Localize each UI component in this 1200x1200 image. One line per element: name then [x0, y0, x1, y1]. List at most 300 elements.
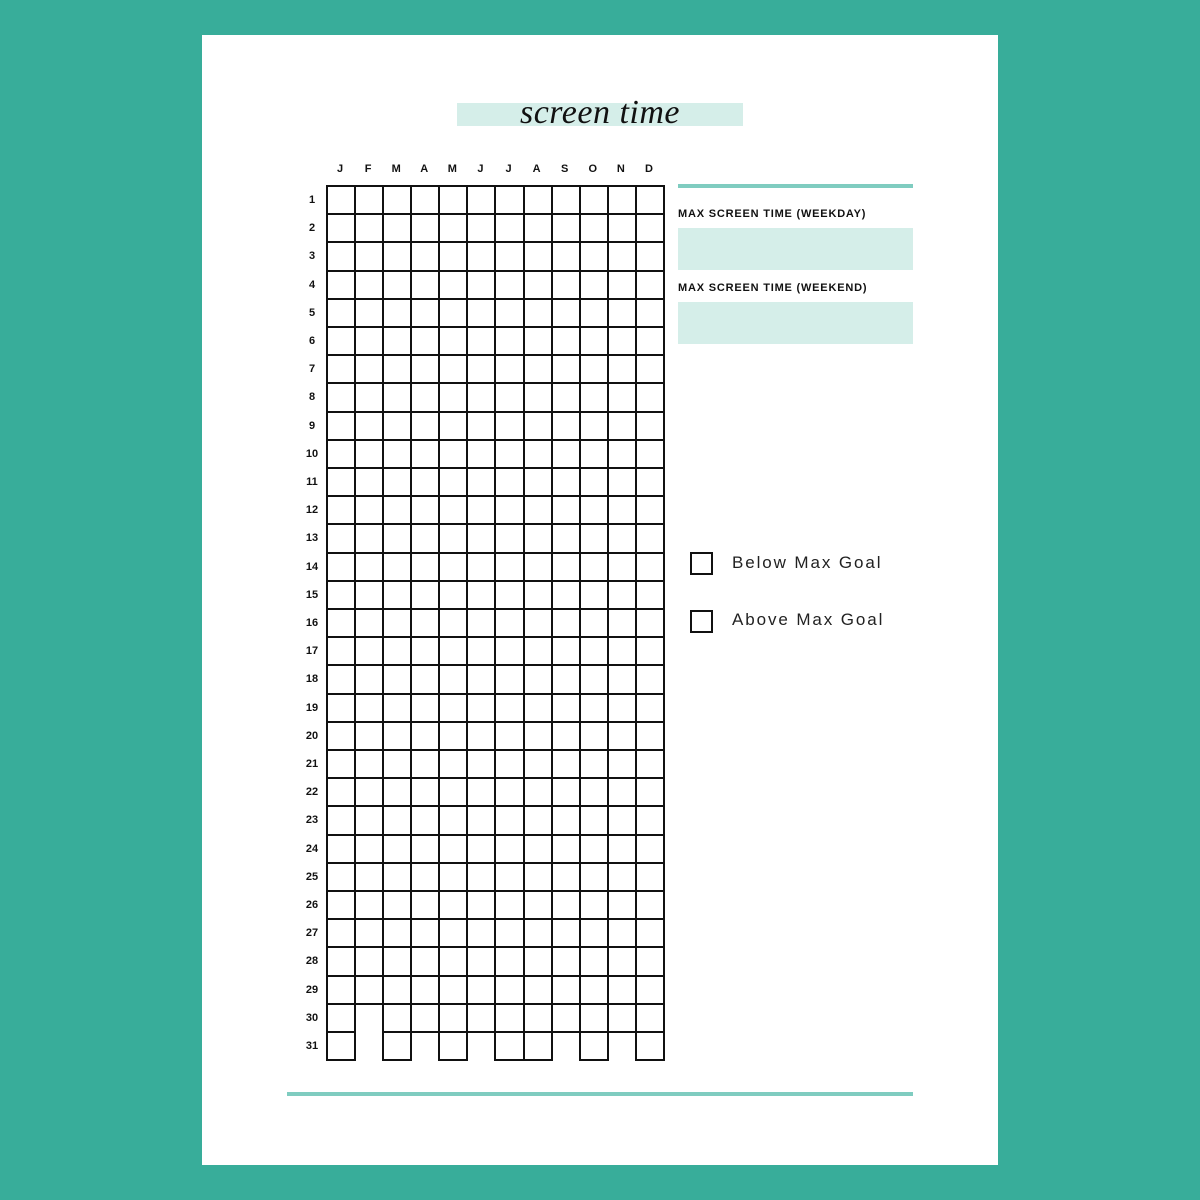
tracker-cell[interactable]: [382, 721, 412, 751]
tracker-cell[interactable]: [326, 975, 356, 1005]
tracker-cell[interactable]: [607, 946, 637, 976]
tracker-cell[interactable]: [607, 467, 637, 497]
tracker-cell[interactable]: [635, 552, 665, 582]
tracker-cell[interactable]: [382, 439, 412, 469]
tracker-cell[interactable]: [523, 975, 553, 1005]
tracker-cell[interactable]: [494, 975, 524, 1005]
tracker-cell[interactable]: [551, 580, 581, 610]
tracker-cell[interactable]: [466, 918, 496, 948]
tracker-cell[interactable]: [326, 749, 356, 779]
tracker-cell[interactable]: [438, 946, 468, 976]
tracker-cell[interactable]: [523, 834, 553, 864]
tracker-cell[interactable]: [607, 749, 637, 779]
tracker-cell[interactable]: [438, 975, 468, 1005]
tracker-cell[interactable]: [551, 467, 581, 497]
tracker-cell[interactable]: [523, 608, 553, 638]
tracker-cell[interactable]: [579, 354, 609, 384]
tracker-cell[interactable]: [410, 664, 440, 694]
tracker-cell[interactable]: [410, 495, 440, 525]
tracker-cell[interactable]: [410, 749, 440, 779]
tracker-cell[interactable]: [523, 693, 553, 723]
tracker-cell[interactable]: [354, 918, 384, 948]
tracker-cell[interactable]: [551, 862, 581, 892]
tracker-cell[interactable]: [438, 721, 468, 751]
tracker-cell[interactable]: [354, 326, 384, 356]
tracker-cell[interactable]: [607, 439, 637, 469]
tracker-cell[interactable]: [354, 664, 384, 694]
tracker-cell[interactable]: [466, 213, 496, 243]
tracker-cell[interactable]: [326, 439, 356, 469]
tracker-cell[interactable]: [410, 270, 440, 300]
tracker-cell[interactable]: [466, 467, 496, 497]
tracker-cell[interactable]: [494, 834, 524, 864]
tracker-cell[interactable]: [382, 495, 412, 525]
tracker-cell[interactable]: [382, 890, 412, 920]
tracker-cell[interactable]: [438, 805, 468, 835]
tracker-cell[interactable]: [523, 523, 553, 553]
tracker-cell[interactable]: [523, 721, 553, 751]
tracker-cell[interactable]: [466, 975, 496, 1005]
tracker-cell[interactable]: [635, 467, 665, 497]
tracker-cell[interactable]: [354, 608, 384, 638]
tracker-cell[interactable]: [635, 326, 665, 356]
tracker-cell[interactable]: [354, 636, 384, 666]
tracker-cell[interactable]: [523, 439, 553, 469]
tracker-cell[interactable]: [551, 241, 581, 271]
tracker-cell[interactable]: [326, 862, 356, 892]
tracker-cell[interactable]: [607, 890, 637, 920]
tracker-cell[interactable]: [326, 326, 356, 356]
tracker-cell[interactable]: [579, 1031, 609, 1061]
below-goal-checkbox[interactable]: [690, 552, 713, 575]
tracker-cell[interactable]: [466, 664, 496, 694]
tracker-cell[interactable]: [466, 439, 496, 469]
tracker-cell[interactable]: [354, 495, 384, 525]
tracker-cell[interactable]: [410, 862, 440, 892]
tracker-cell[interactable]: [326, 1003, 356, 1033]
tracker-cell[interactable]: [635, 918, 665, 948]
tracker-cell[interactable]: [438, 241, 468, 271]
tracker-cell[interactable]: [438, 213, 468, 243]
tracker-cell[interactable]: [551, 975, 581, 1005]
tracker-cell[interactable]: [494, 467, 524, 497]
tracker-cell[interactable]: [494, 523, 524, 553]
tracker-cell[interactable]: [438, 411, 468, 441]
tracker-cell[interactable]: [354, 552, 384, 582]
tracker-cell[interactable]: [635, 1031, 665, 1061]
tracker-cell[interactable]: [494, 777, 524, 807]
tracker-cell[interactable]: [438, 354, 468, 384]
tracker-cell[interactable]: [607, 552, 637, 582]
tracker-cell[interactable]: [438, 382, 468, 412]
tracker-cell[interactable]: [326, 918, 356, 948]
tracker-cell[interactable]: [494, 185, 524, 215]
tracker-cell[interactable]: [494, 664, 524, 694]
tracker-cell[interactable]: [607, 777, 637, 807]
tracker-cell[interactable]: [551, 721, 581, 751]
tracker-cell[interactable]: [607, 805, 637, 835]
tracker-cell[interactable]: [354, 523, 384, 553]
tracker-cell[interactable]: [635, 862, 665, 892]
tracker-cell[interactable]: [551, 382, 581, 412]
tracker-cell[interactable]: [607, 382, 637, 412]
tracker-cell[interactable]: [607, 326, 637, 356]
tracker-cell[interactable]: [382, 664, 412, 694]
tracker-cell[interactable]: [354, 721, 384, 751]
tracker-cell[interactable]: [635, 890, 665, 920]
tracker-cell[interactable]: [438, 777, 468, 807]
tracker-cell[interactable]: [410, 439, 440, 469]
tracker-cell[interactable]: [523, 411, 553, 441]
tracker-cell[interactable]: [635, 523, 665, 553]
tracker-cell[interactable]: [551, 608, 581, 638]
tracker-cell[interactable]: [410, 411, 440, 441]
tracker-cell[interactable]: [579, 636, 609, 666]
tracker-cell[interactable]: [382, 946, 412, 976]
tracker-cell[interactable]: [494, 890, 524, 920]
tracker-cell[interactable]: [494, 495, 524, 525]
tracker-cell[interactable]: [466, 552, 496, 582]
tracker-cell[interactable]: [466, 241, 496, 271]
tracker-cell[interactable]: [523, 270, 553, 300]
tracker-cell[interactable]: [635, 608, 665, 638]
tracker-cell[interactable]: [607, 693, 637, 723]
tracker-cell[interactable]: [382, 834, 412, 864]
tracker-cell[interactable]: [551, 495, 581, 525]
tracker-cell[interactable]: [551, 693, 581, 723]
tracker-cell[interactable]: [635, 185, 665, 215]
tracker-cell[interactable]: [494, 946, 524, 976]
tracker-cell[interactable]: [494, 608, 524, 638]
tracker-cell[interactable]: [607, 721, 637, 751]
tracker-cell[interactable]: [382, 580, 412, 610]
tracker-cell[interactable]: [551, 777, 581, 807]
tracker-cell[interactable]: [466, 805, 496, 835]
tracker-cell[interactable]: [382, 975, 412, 1005]
tracker-cell[interactable]: [579, 862, 609, 892]
tracker-cell[interactable]: [382, 693, 412, 723]
tracker-cell[interactable]: [326, 298, 356, 328]
tracker-cell[interactable]: [579, 241, 609, 271]
tracker-cell[interactable]: [523, 1031, 553, 1061]
tracker-cell[interactable]: [438, 890, 468, 920]
tracker-cell[interactable]: [635, 298, 665, 328]
tracker-cell[interactable]: [523, 354, 553, 384]
tracker-cell[interactable]: [438, 467, 468, 497]
tracker-cell[interactable]: [551, 354, 581, 384]
tracker-cell[interactable]: [326, 608, 356, 638]
tracker-cell[interactable]: [635, 382, 665, 412]
tracker-cell[interactable]: [438, 664, 468, 694]
tracker-cell[interactable]: [635, 693, 665, 723]
tracker-cell[interactable]: [551, 890, 581, 920]
tracker-cell[interactable]: [635, 580, 665, 610]
weekday-goal-field[interactable]: [678, 228, 913, 270]
tracker-cell[interactable]: [635, 777, 665, 807]
tracker-cell[interactable]: [354, 439, 384, 469]
tracker-cell[interactable]: [466, 580, 496, 610]
tracker-cell[interactable]: [382, 523, 412, 553]
tracker-cell[interactable]: [326, 467, 356, 497]
tracker-cell[interactable]: [382, 382, 412, 412]
tracker-cell[interactable]: [326, 354, 356, 384]
tracker-cell[interactable]: [382, 805, 412, 835]
tracker-cell[interactable]: [635, 241, 665, 271]
tracker-cell[interactable]: [466, 636, 496, 666]
tracker-cell[interactable]: [326, 552, 356, 582]
tracker-cell[interactable]: [635, 495, 665, 525]
tracker-cell[interactable]: [326, 382, 356, 412]
tracker-cell[interactable]: [607, 185, 637, 215]
tracker-cell[interactable]: [382, 411, 412, 441]
tracker-cell[interactable]: [551, 749, 581, 779]
tracker-cell[interactable]: [382, 918, 412, 948]
tracker-cell[interactable]: [326, 580, 356, 610]
tracker-cell[interactable]: [551, 326, 581, 356]
tracker-cell[interactable]: [579, 721, 609, 751]
tracker-cell[interactable]: [466, 777, 496, 807]
tracker-cell[interactable]: [354, 890, 384, 920]
tracker-cell[interactable]: [494, 382, 524, 412]
tracker-cell[interactable]: [410, 636, 440, 666]
tracker-cell[interactable]: [354, 354, 384, 384]
tracker-cell[interactable]: [382, 270, 412, 300]
tracker-cell[interactable]: [523, 636, 553, 666]
tracker-cell[interactable]: [523, 382, 553, 412]
tracker-cell[interactable]: [494, 1031, 524, 1061]
tracker-cell[interactable]: [382, 552, 412, 582]
tracker-cell[interactable]: [410, 608, 440, 638]
tracker-cell[interactable]: [466, 523, 496, 553]
tracker-cell[interactable]: [438, 749, 468, 779]
tracker-cell[interactable]: [410, 467, 440, 497]
tracker-cell[interactable]: [466, 749, 496, 779]
tracker-cell[interactable]: [579, 805, 609, 835]
tracker-cell[interactable]: [494, 270, 524, 300]
tracker-cell[interactable]: [438, 693, 468, 723]
tracker-cell[interactable]: [354, 467, 384, 497]
tracker-cell[interactable]: [551, 523, 581, 553]
tracker-cell[interactable]: [579, 608, 609, 638]
tracker-cell[interactable]: [410, 185, 440, 215]
tracker-cell[interactable]: [551, 185, 581, 215]
above-goal-checkbox[interactable]: [690, 610, 713, 633]
tracker-cell[interactable]: [494, 580, 524, 610]
tracker-cell[interactable]: [410, 241, 440, 271]
tracker-cell[interactable]: [494, 805, 524, 835]
tracker-cell[interactable]: [466, 1003, 496, 1033]
tracker-cell[interactable]: [579, 185, 609, 215]
tracker-cell[interactable]: [579, 693, 609, 723]
tracker-cell[interactable]: [410, 552, 440, 582]
tracker-cell[interactable]: [607, 862, 637, 892]
tracker-cell[interactable]: [579, 918, 609, 948]
tracker-cell[interactable]: [466, 382, 496, 412]
tracker-cell[interactable]: [438, 918, 468, 948]
tracker-cell[interactable]: [326, 834, 356, 864]
tracker-cell[interactable]: [523, 467, 553, 497]
tracker-cell[interactable]: [607, 495, 637, 525]
tracker-cell[interactable]: [635, 439, 665, 469]
tracker-cell[interactable]: [607, 834, 637, 864]
tracker-cell[interactable]: [635, 270, 665, 300]
tracker-cell[interactable]: [438, 636, 468, 666]
tracker-cell[interactable]: [382, 636, 412, 666]
tracker-cell[interactable]: [326, 664, 356, 694]
tracker-cell[interactable]: [523, 862, 553, 892]
tracker-cell[interactable]: [438, 1003, 468, 1033]
tracker-cell[interactable]: [607, 636, 637, 666]
tracker-cell[interactable]: [607, 298, 637, 328]
tracker-cell[interactable]: [494, 298, 524, 328]
tracker-cell[interactable]: [466, 298, 496, 328]
tracker-cell[interactable]: [494, 636, 524, 666]
tracker-cell[interactable]: [382, 1031, 412, 1061]
tracker-cell[interactable]: [635, 805, 665, 835]
tracker-cell[interactable]: [635, 975, 665, 1005]
tracker-cell[interactable]: [354, 213, 384, 243]
tracker-cell[interactable]: [607, 213, 637, 243]
tracker-cell[interactable]: [607, 523, 637, 553]
tracker-cell[interactable]: [635, 834, 665, 864]
tracker-cell[interactable]: [326, 946, 356, 976]
tracker-cell[interactable]: [523, 580, 553, 610]
tracker-cell[interactable]: [551, 834, 581, 864]
tracker-cell[interactable]: [523, 805, 553, 835]
tracker-cell[interactable]: [410, 523, 440, 553]
tracker-cell[interactable]: [354, 862, 384, 892]
tracker-cell[interactable]: [466, 946, 496, 976]
tracker-cell[interactable]: [438, 862, 468, 892]
tracker-cell[interactable]: [410, 890, 440, 920]
tracker-cell[interactable]: [551, 270, 581, 300]
tracker-cell[interactable]: [410, 777, 440, 807]
tracker-cell[interactable]: [494, 411, 524, 441]
tracker-cell[interactable]: [354, 975, 384, 1005]
tracker-cell[interactable]: [410, 918, 440, 948]
tracker-cell[interactable]: [579, 326, 609, 356]
tracker-cell[interactable]: [579, 946, 609, 976]
tracker-cell[interactable]: [382, 298, 412, 328]
tracker-cell[interactable]: [326, 185, 356, 215]
tracker-cell[interactable]: [438, 439, 468, 469]
tracker-cell[interactable]: [551, 636, 581, 666]
tracker-cell[interactable]: [551, 1003, 581, 1033]
tracker-cell[interactable]: [579, 523, 609, 553]
tracker-cell[interactable]: [466, 721, 496, 751]
tracker-cell[interactable]: [523, 213, 553, 243]
tracker-cell[interactable]: [354, 580, 384, 610]
tracker-cell[interactable]: [523, 777, 553, 807]
tracker-cell[interactable]: [607, 270, 637, 300]
tracker-cell[interactable]: [354, 777, 384, 807]
tracker-cell[interactable]: [579, 777, 609, 807]
tracker-cell[interactable]: [579, 580, 609, 610]
tracker-cell[interactable]: [354, 693, 384, 723]
tracker-cell[interactable]: [494, 1003, 524, 1033]
tracker-cell[interactable]: [523, 495, 553, 525]
tracker-cell[interactable]: [382, 749, 412, 779]
tracker-cell[interactable]: [494, 326, 524, 356]
tracker-cell[interactable]: [326, 636, 356, 666]
tracker-cell[interactable]: [607, 608, 637, 638]
tracker-cell[interactable]: [466, 693, 496, 723]
tracker-cell[interactable]: [494, 213, 524, 243]
tracker-cell[interactable]: [382, 354, 412, 384]
tracker-cell[interactable]: [438, 580, 468, 610]
tracker-cell[interactable]: [579, 382, 609, 412]
tracker-cell[interactable]: [354, 298, 384, 328]
tracker-cell[interactable]: [551, 298, 581, 328]
tracker-cell[interactable]: [382, 777, 412, 807]
tracker-cell[interactable]: [494, 241, 524, 271]
tracker-cell[interactable]: [607, 354, 637, 384]
tracker-cell[interactable]: [494, 721, 524, 751]
tracker-cell[interactable]: [579, 834, 609, 864]
tracker-cell[interactable]: [466, 495, 496, 525]
tracker-cell[interactable]: [382, 608, 412, 638]
tracker-cell[interactable]: [607, 975, 637, 1005]
tracker-cell[interactable]: [635, 721, 665, 751]
tracker-cell[interactable]: [579, 552, 609, 582]
tracker-cell[interactable]: [523, 664, 553, 694]
tracker-cell[interactable]: [354, 411, 384, 441]
tracker-cell[interactable]: [326, 1031, 356, 1061]
tracker-cell[interactable]: [635, 664, 665, 694]
tracker-cell[interactable]: [326, 411, 356, 441]
tracker-cell[interactable]: [326, 213, 356, 243]
tracker-cell[interactable]: [410, 721, 440, 751]
tracker-cell[interactable]: [438, 495, 468, 525]
tracker-cell[interactable]: [523, 749, 553, 779]
tracker-cell[interactable]: [438, 270, 468, 300]
tracker-cell[interactable]: [466, 270, 496, 300]
tracker-cell[interactable]: [466, 354, 496, 384]
tracker-cell[interactable]: [551, 411, 581, 441]
tracker-cell[interactable]: [523, 185, 553, 215]
tracker-cell[interactable]: [438, 185, 468, 215]
tracker-cell[interactable]: [494, 693, 524, 723]
tracker-cell[interactable]: [607, 918, 637, 948]
tracker-cell[interactable]: [523, 918, 553, 948]
tracker-cell[interactable]: [326, 270, 356, 300]
tracker-cell[interactable]: [438, 326, 468, 356]
tracker-cell[interactable]: [579, 749, 609, 779]
tracker-cell[interactable]: [354, 946, 384, 976]
tracker-cell[interactable]: [607, 1003, 637, 1033]
tracker-cell[interactable]: [579, 1003, 609, 1033]
tracker-cell[interactable]: [466, 834, 496, 864]
tracker-cell[interactable]: [635, 749, 665, 779]
tracker-cell[interactable]: [551, 439, 581, 469]
tracker-cell[interactable]: [607, 580, 637, 610]
tracker-cell[interactable]: [410, 1003, 440, 1033]
tracker-cell[interactable]: [382, 467, 412, 497]
tracker-cell[interactable]: [635, 636, 665, 666]
tracker-cell[interactable]: [579, 467, 609, 497]
tracker-cell[interactable]: [410, 213, 440, 243]
tracker-cell[interactable]: [326, 523, 356, 553]
tracker-cell[interactable]: [551, 664, 581, 694]
tracker-cell[interactable]: [579, 890, 609, 920]
tracker-cell[interactable]: [410, 382, 440, 412]
tracker-cell[interactable]: [326, 890, 356, 920]
tracker-cell[interactable]: [466, 862, 496, 892]
tracker-cell[interactable]: [326, 495, 356, 525]
tracker-cell[interactable]: [438, 523, 468, 553]
tracker-cell[interactable]: [551, 213, 581, 243]
weekend-goal-field[interactable]: [678, 302, 913, 344]
